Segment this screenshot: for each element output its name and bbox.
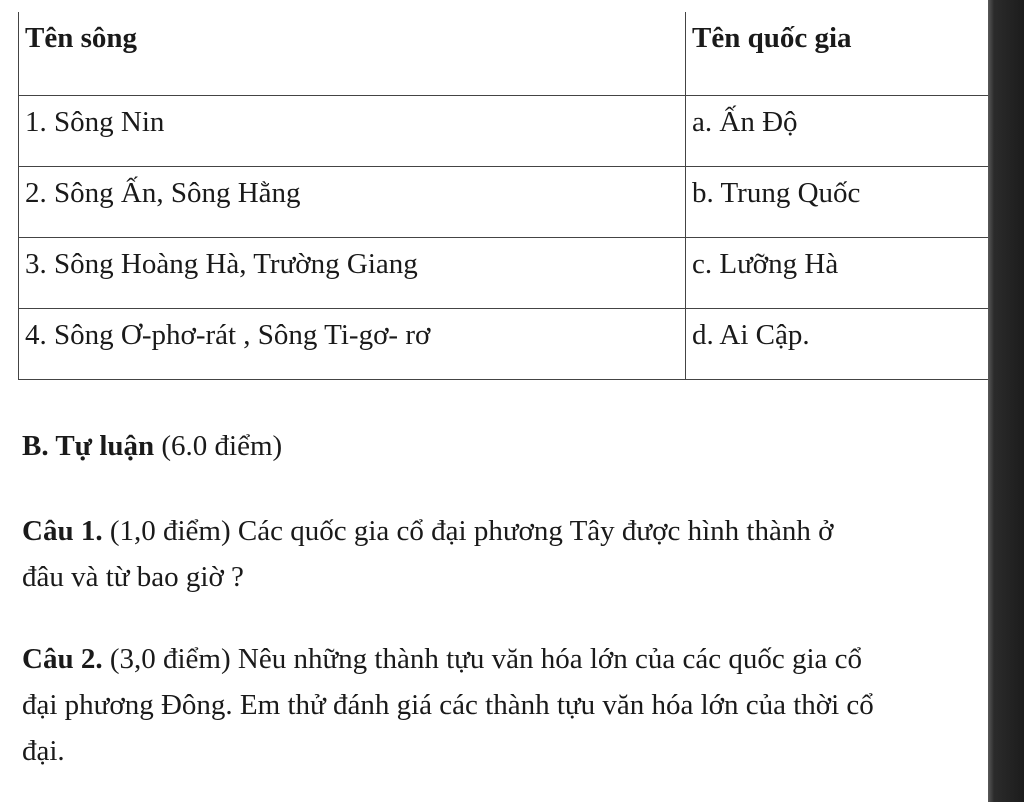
table-row: [19, 166, 989, 237]
table-row: [19, 237, 989, 308]
header-river-name: Tên sông: [19, 12, 686, 95]
question-1: [22, 508, 882, 600]
table-row: [19, 95, 989, 166]
question-1-label: Câu 1.: [22, 515, 103, 547]
country-cell: a. Ấn Độ: [686, 95, 989, 166]
river-cell: 2. Sông Ấn, Sông Hằng: [19, 166, 686, 237]
section-b-heading: [22, 430, 282, 463]
table-row: [19, 308, 989, 379]
question-2-label: Câu 2.: [22, 643, 103, 675]
section-b-points: (6.0 điểm): [154, 430, 283, 462]
header-country-name: Tên quốc gia: [686, 12, 989, 95]
river-cell: 3. Sông Hoàng Hà, Trường Giang: [19, 237, 686, 308]
question-1-text: (1,0 điểm) Các quốc gia cổ đại phương Tây được hình thành ở đâu và từ bao giờ ?: [22, 515, 834, 593]
river-cell: 1. Sông Nin: [19, 95, 686, 166]
country-cell: d. Ai Cập.: [686, 308, 989, 379]
river-cell: 4. Sông Ơ-phơ-rát , Sông Ti-gơ- rơ: [19, 308, 686, 379]
river-country-matching-table: [18, 12, 989, 380]
dark-page-edge: [988, 0, 1024, 802]
section-b-label: B. Tự luận: [22, 430, 155, 462]
table-header-row: [19, 12, 989, 95]
country-cell: c. Lưỡng Hà: [686, 237, 989, 308]
question-2: [22, 636, 882, 774]
country-cell: b. Trung Quốc: [686, 166, 989, 237]
question-2-text: (3,0 điểm) Nêu những thành tựu văn hóa lớn của các quốc gia cổ đại phương Đông. Em thử đánh giá các thành tựu văn hóa lớn của thời cổ đại.: [22, 643, 874, 767]
